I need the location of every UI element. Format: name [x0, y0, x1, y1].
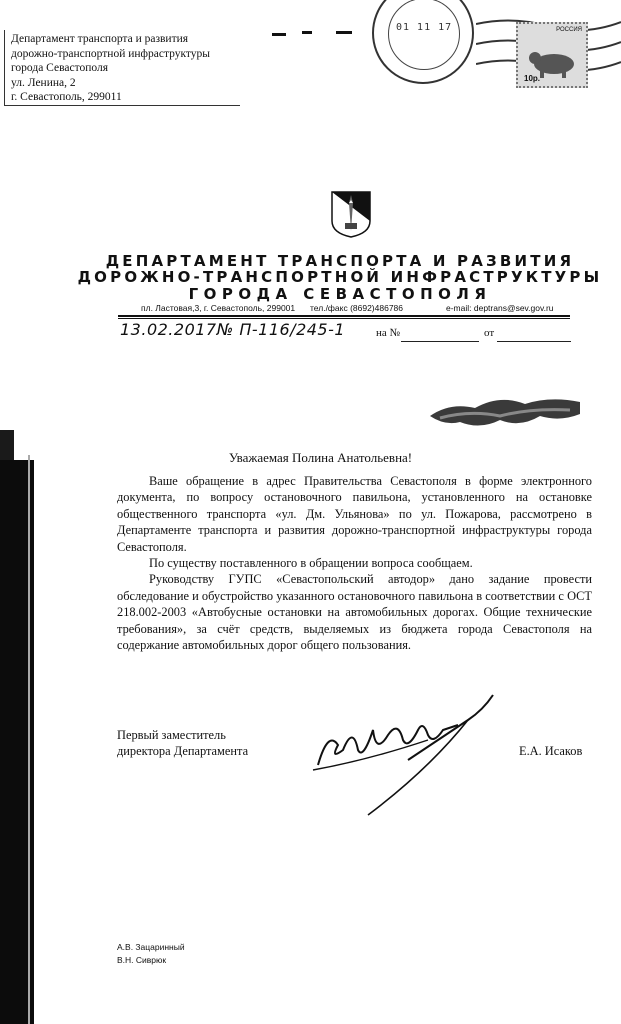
stamp-value: 10р.	[524, 74, 541, 83]
body-paragraph: По существу поставленного в обращении вопроса сообщаем.	[149, 556, 473, 571]
sevastopol-coat-of-arms-icon	[331, 191, 371, 238]
letterhead-line-1: ДЕПАРТАМЕНТ ТРАНСПОРТА И РАЗВИТИЯ	[105, 252, 575, 270]
sender-line: ул. Ленина, 2	[11, 76, 76, 89]
stamp-country: РОССИЯ	[556, 27, 582, 33]
reference-underline	[401, 341, 479, 342]
envelope-strip	[0, 0, 621, 110]
postage-stamp	[516, 22, 588, 88]
sender-address	[4, 30, 240, 106]
department-email: e-mail: deptrans@sev.gov.ru	[446, 303, 554, 313]
letterhead-line-3: ГОРОДА СЕВАСТОПОЛЯ	[188, 285, 492, 303]
sender-line: г. Севастополь, 299011	[11, 91, 122, 103]
ink-mark	[302, 31, 312, 34]
body-paragraph: Руководству ГУПС «Севастопольский автодор» дано задание провести обследование и обустройство указанного остановочного павильона в соответствии с ОСТ 218.002-2003 «Автобусные остановки на автомобильных дорогах. Общие технические требования», за счёт средств, выделяемых из бюджета города Севастополя на содержание автомобильных дорог общего пользования.	[117, 572, 592, 653]
ink-mark	[272, 33, 286, 36]
executor-name: А.В. Зацаринный	[117, 942, 185, 952]
outgoing-number: 13.02.2017№ П-116/245-1	[120, 320, 346, 339]
handwritten-signature	[308, 690, 508, 820]
postmark-date: 01 11 17	[396, 22, 453, 33]
signer-title-line: Первый заместитель	[117, 728, 226, 742]
letterhead-line-2: ДОРОЖНО-ТРАНСПОРТНОЙ ИНФРАСТРУКТУРЫ	[77, 268, 603, 286]
reference-label: на №	[376, 327, 401, 339]
signer-name: Е.А. Исаков	[519, 744, 583, 758]
department-address: пл. Ластовая,3, г. Севастополь, 299001	[141, 303, 296, 313]
sender-line: Департамент транспорта и развития	[11, 33, 189, 45]
sender-line: дорожно-транспортной инфраструктуры	[11, 47, 211, 60]
ink-mark	[336, 31, 352, 34]
letter-body	[117, 473, 592, 653]
paper-tear	[430, 392, 580, 432]
signer-title-line: директора Департамента	[117, 744, 249, 759]
executor-name: В.Н. Сиврюк	[117, 955, 167, 965]
body-paragraph: Ваше обращение в адрес Правительства Севастополя в форме электронного документа, по вопросу остановочного павильона, установленного на остановке общественного транспорта «ул. Дм. Ульянова» по ул. Пожарова, рассмотрено в Департаменте транспорта и развития дорожно-транспортной инфраструктуры города Севастополя.	[117, 474, 592, 554]
sender-line: города Севастополя	[11, 62, 108, 74]
signer-title	[117, 727, 248, 760]
executors	[117, 941, 185, 967]
header-rule	[118, 315, 570, 317]
department-phone: тел./факс (8692)486786	[310, 303, 404, 313]
date-underline	[497, 341, 571, 342]
header-rule	[118, 318, 570, 319]
postmark	[372, 0, 474, 84]
letter-greeting: Уважаемая Полина Анатольевна!	[228, 450, 413, 465]
sheet-edge	[28, 455, 30, 1024]
date-label: от	[484, 327, 495, 339]
